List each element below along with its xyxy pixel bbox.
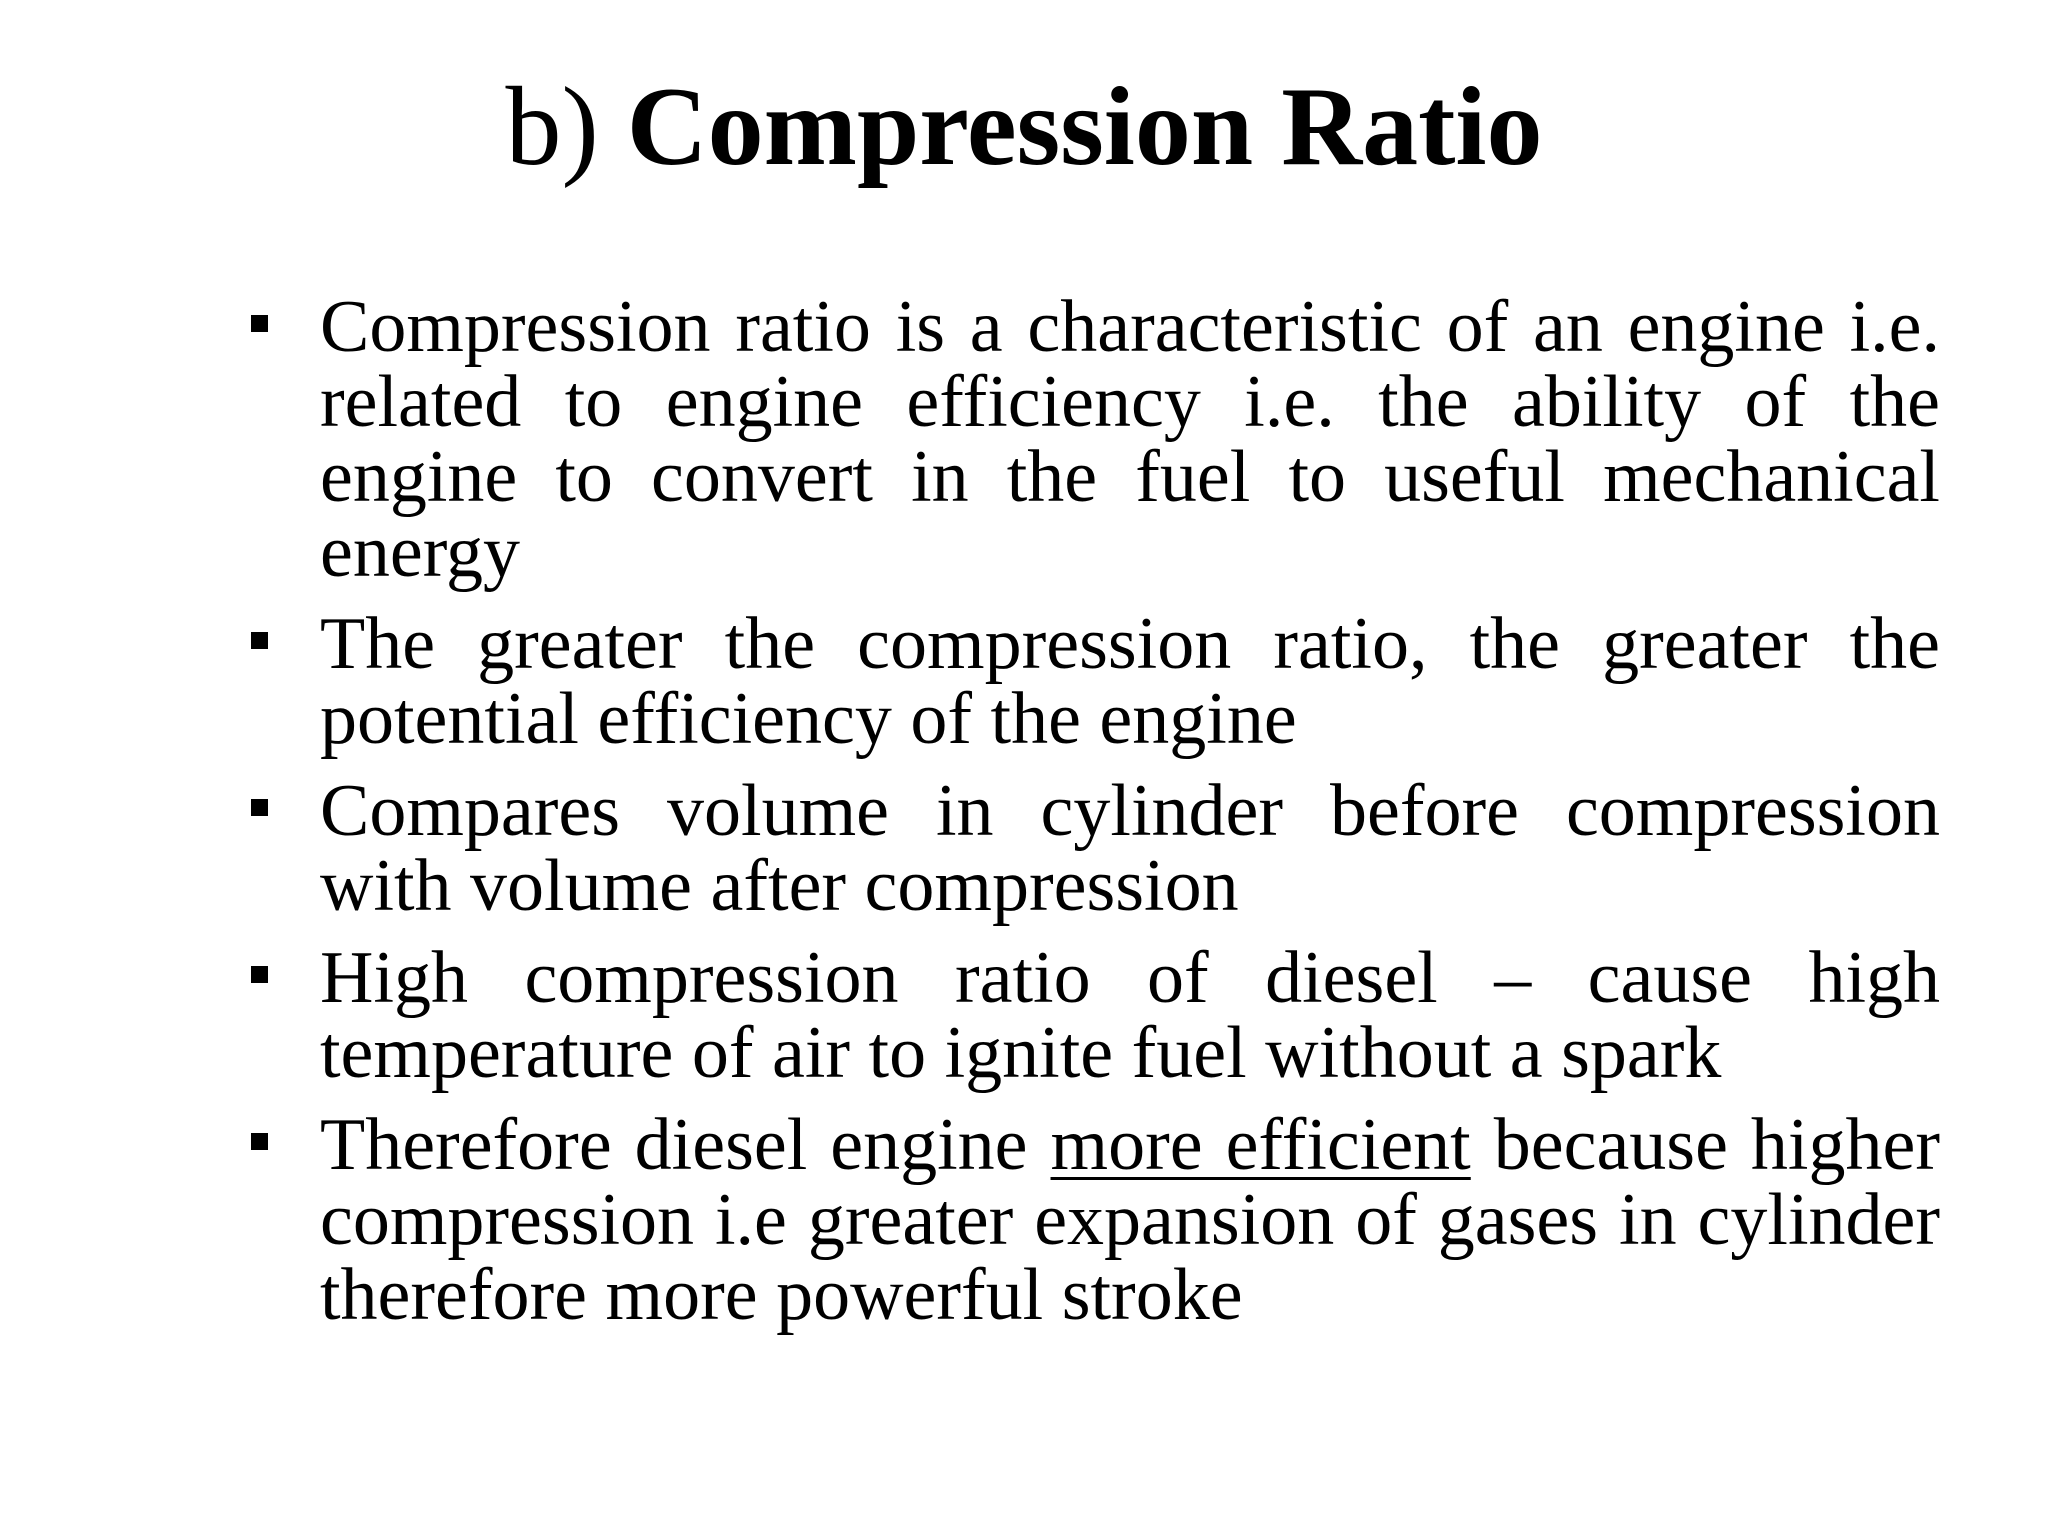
title-main: Compression Ratio (626, 65, 1543, 189)
square-bullet-icon (251, 315, 268, 332)
bullet-text: High compression ratio of diesel – cause high temperature of air to ignite fuel without a spark (320, 937, 1940, 1094)
slide-title (0, 62, 2048, 192)
square-bullet-icon (251, 966, 268, 983)
bullet-text-emphasis: more efficient (1050, 1104, 1471, 1186)
bullet-list (246, 286, 1940, 1350)
bullet-item (246, 286, 1940, 593)
bullet-text: The greater the compression ratio, the greater the potential efficiency of the engine (320, 603, 1940, 760)
bullet-text: Compression ratio is a characteristic of an engine i.e. related to engine efficiency i.e. the ability of the engine to convert in the fuel to useful mechanical energy (320, 286, 1940, 593)
bullet-item (246, 937, 1940, 1094)
square-bullet-icon (251, 799, 268, 816)
bullet-text-after: because higher compression i.e greater expansion of gases in cylinder therefore more powerful stroke (320, 1104, 1940, 1336)
square-bullet-icon (251, 632, 268, 649)
bullet-text-before: Therefore diesel engine (320, 1104, 1051, 1186)
bullet-item (246, 603, 1940, 760)
title-prefix: b) (505, 65, 627, 189)
bullet-item (246, 770, 1940, 927)
bullet-text: Compares volume in cylinder before compression with volume after compression (320, 770, 1940, 927)
bullet-item (246, 1104, 1940, 1336)
square-bullet-icon (251, 1133, 268, 1150)
